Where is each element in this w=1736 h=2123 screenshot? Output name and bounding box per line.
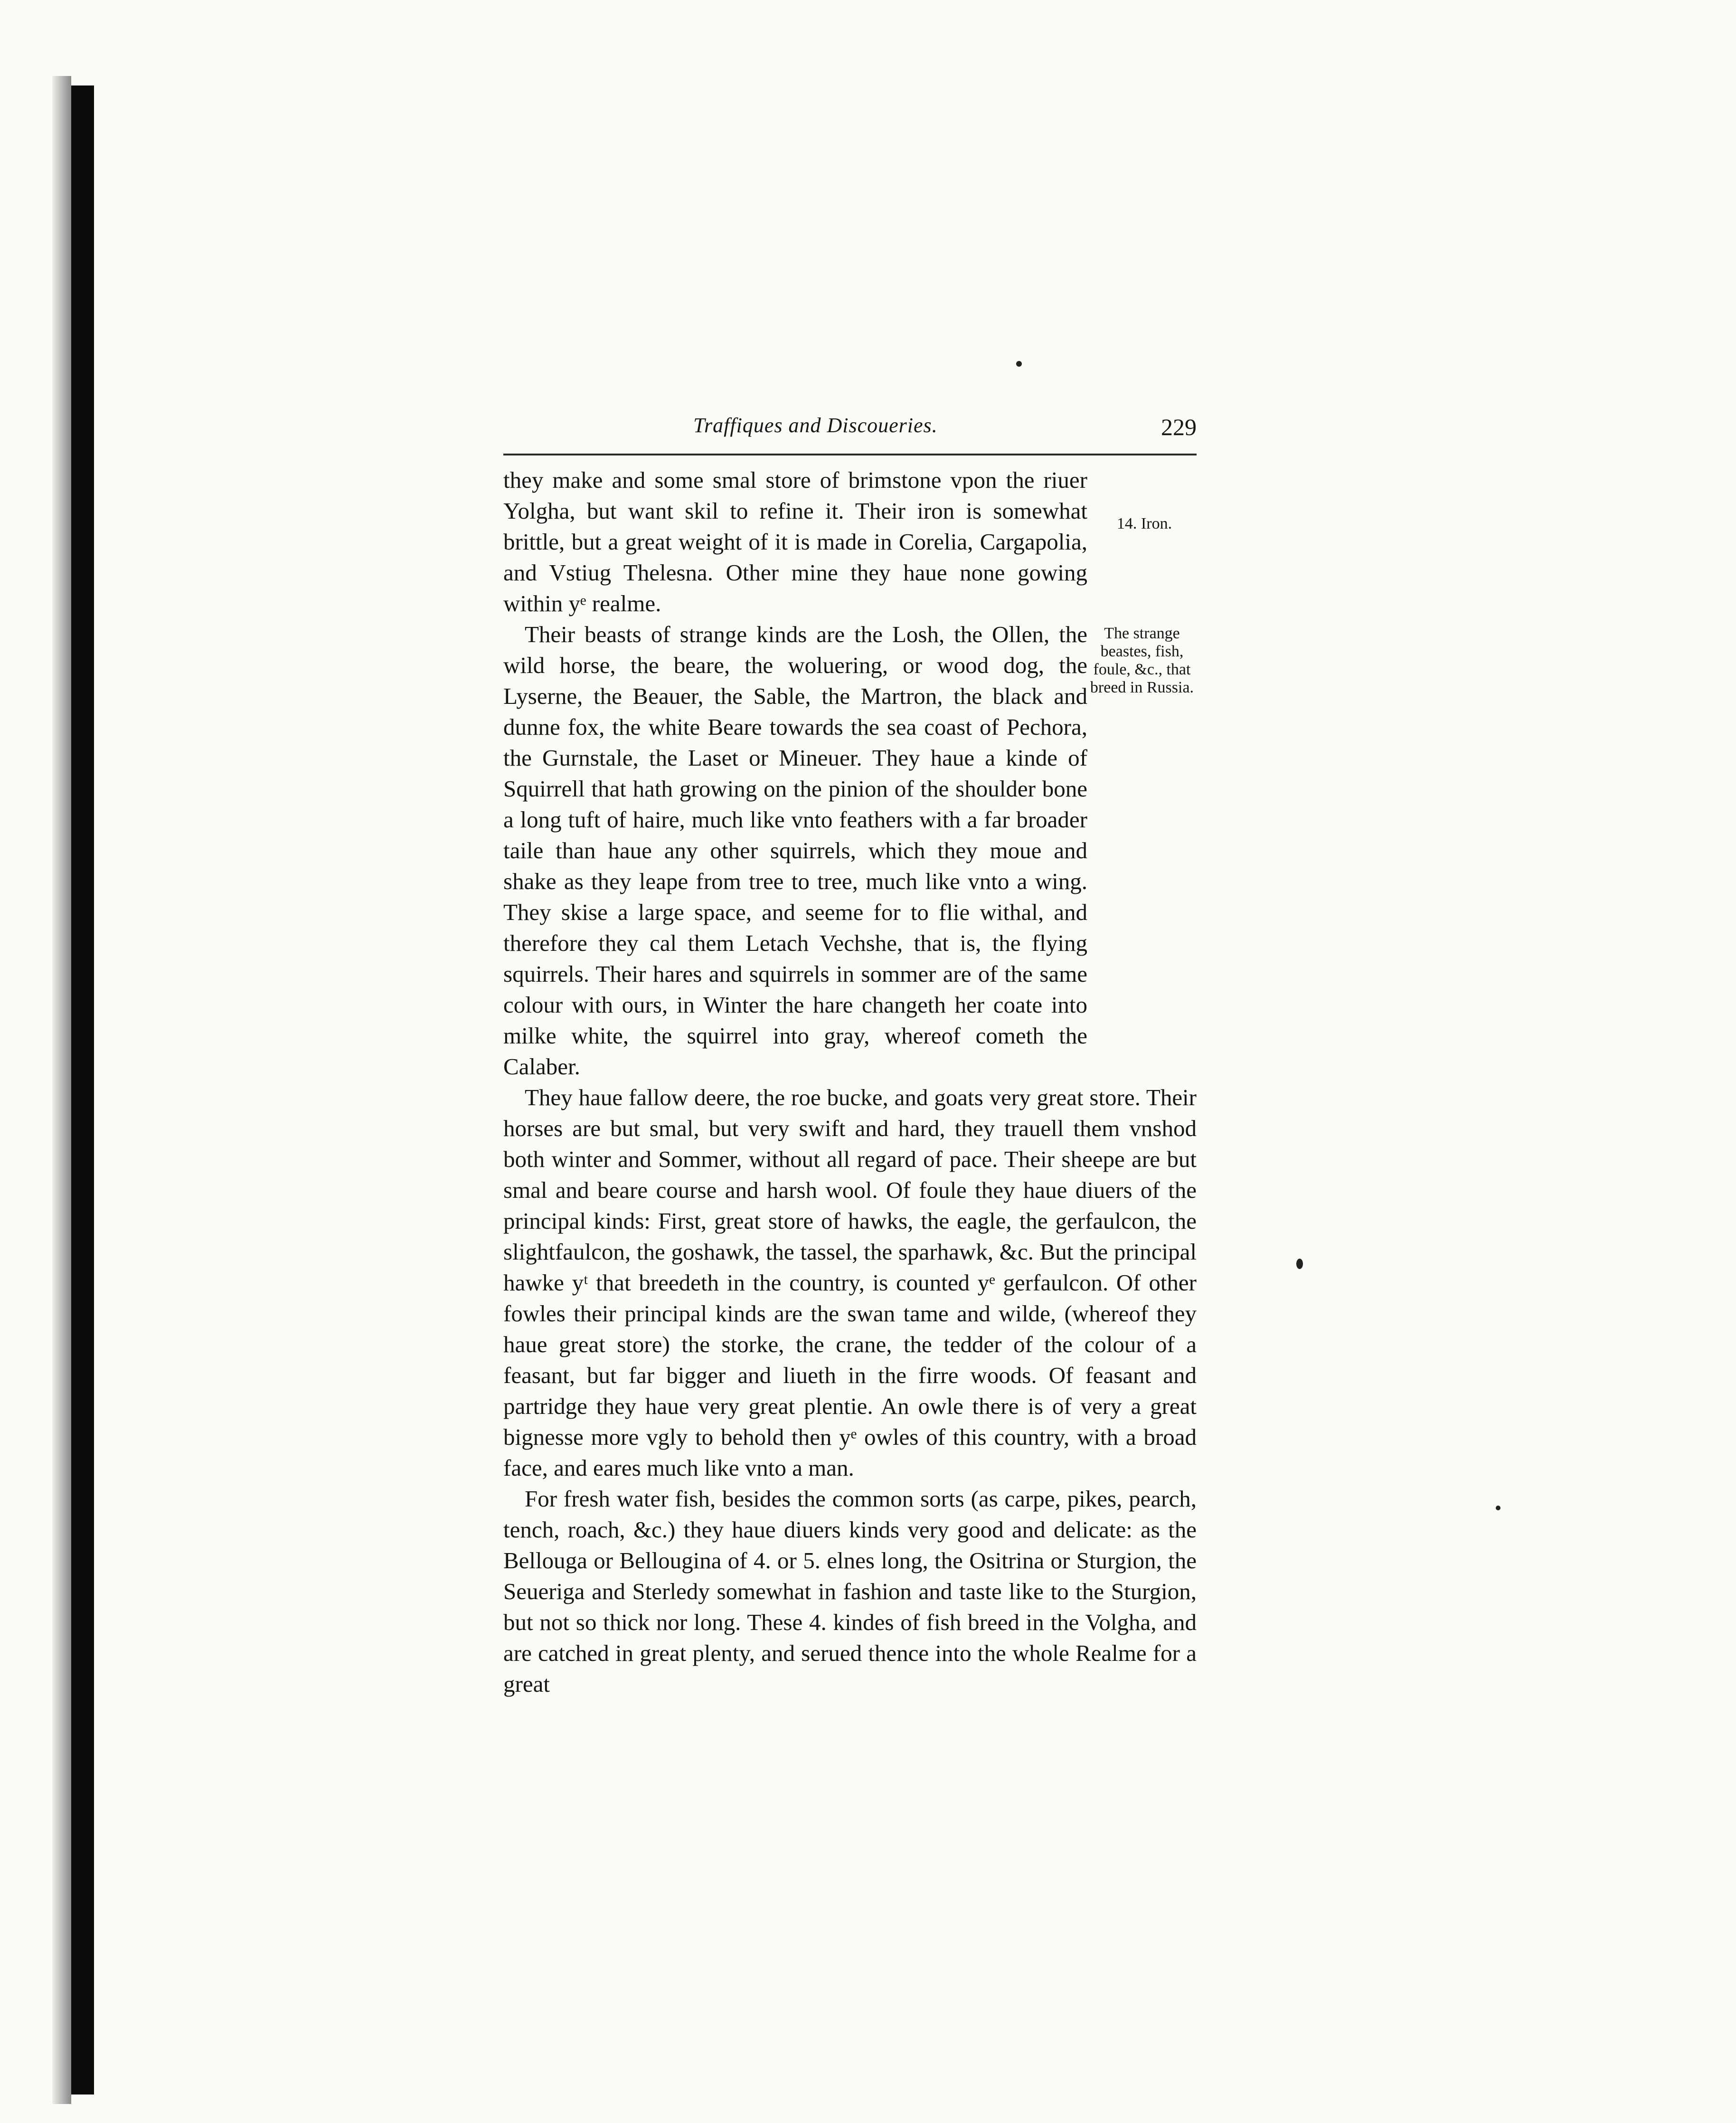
page-gutter-edge <box>71 85 94 2095</box>
running-header <box>503 413 1197 446</box>
paragraph-minerals: they make and some smal store of brimstone vpon the riuer Yolgha, but want skil to refine it. Their iron is somewhat brittle, but a great weight of it is made in Corelia, Cargapolia, and Vstiug Thelesna. Other mine they haue none gowing within yᵉ realme. <box>503 467 1087 616</box>
running-title: Traffiques and Discoueries. <box>693 414 938 437</box>
margin-note-iron: 14. Iron. <box>1116 515 1172 532</box>
margin-note-beasts: The strange beastes, fish, foule, &c., that breed in Russia. <box>1090 625 1194 696</box>
paragraph-beasts: Their beasts of strange kinds are the Losh, the Ollen, the wild horse, the beare, the woluering, or wood dog, the Lyserne, the Beauer, the Sable, the Martron, the black and dunne fox, the white Beare towards the sea coast of Pechora, the Gurnstale, the Laset or Mineuer. They haue a kinde of Squirrell that hath growing on the pinion of the shoulder bone a long tuft of haire, much like vnto feathers with a far broader taile than haue any other squirrels, which they moue and shake as they leape from tree to tree, much like vnto a wing. They skise a large space, and seeme for to flie withal, and therefore they cal them Letach Vechshe, that is, the flying squirrels. Their hares and squirrels in sommer are of the same colour with ours, in Winter the hare changeth her coate into milke white, the squirrel into gray, whereof cometh the Calaber. <box>503 621 1087 1080</box>
page-gutter-shadow <box>52 76 71 2104</box>
ink-speck <box>1496 1506 1500 1510</box>
ink-speck <box>1296 1259 1303 1269</box>
paragraph-fish: For fresh water fish, besides the common sorts (as carpe, pikes, pearch, tench, roach, &c.) they haue diuers kinds very good and delicate: as the Bellouga or Bellougina of 4. or 5. elnes long, the Ositrina or Sturgion, the Seueriga and Sterledy somewhat in fashion and taste like to the Sturgion, but not so thick nor long. These 4. kindes of fish breed in the Volgha, and are catched in great plenty, and serued thence into the whole Realme for a great <box>503 1486 1197 1697</box>
header-rule <box>503 454 1197 455</box>
paragraph-fowl: They haue fallow deere, the roe bucke, and goats very great store. Their horses are but smal, but very swift and hard, they trauell them vnshod both winter and Sommer, without all regard of pace. Their sheepe are but smal and beare course and harsh wool. Of foule they haue diuers of the principal kinds: First, great store of hawks, the eagle, the gerfaulcon, the slightfaulcon, the goshawk, the tassel, the sparhawk, &c. But the principal hawke yᵗ that breedeth in the country, is counted yᵉ gerfaulcon. Of other fowles their principal kinds are the swan tame and wilde, (whereof they haue great store) the storke, the crane, the tedder of the colour of a feasant, but far bigger and liueth in the firre woods. Of feasant and partridge they haue very great plentie. An owle there is of very a great bignesse more vgly to behold then yᵉ owles of this country, with a broad face, and eares much like vnto a man. <box>503 1084 1197 1481</box>
body-text <box>503 464 1197 1699</box>
page-number: 229 <box>1161 414 1197 440</box>
ink-speck <box>1016 361 1022 367</box>
